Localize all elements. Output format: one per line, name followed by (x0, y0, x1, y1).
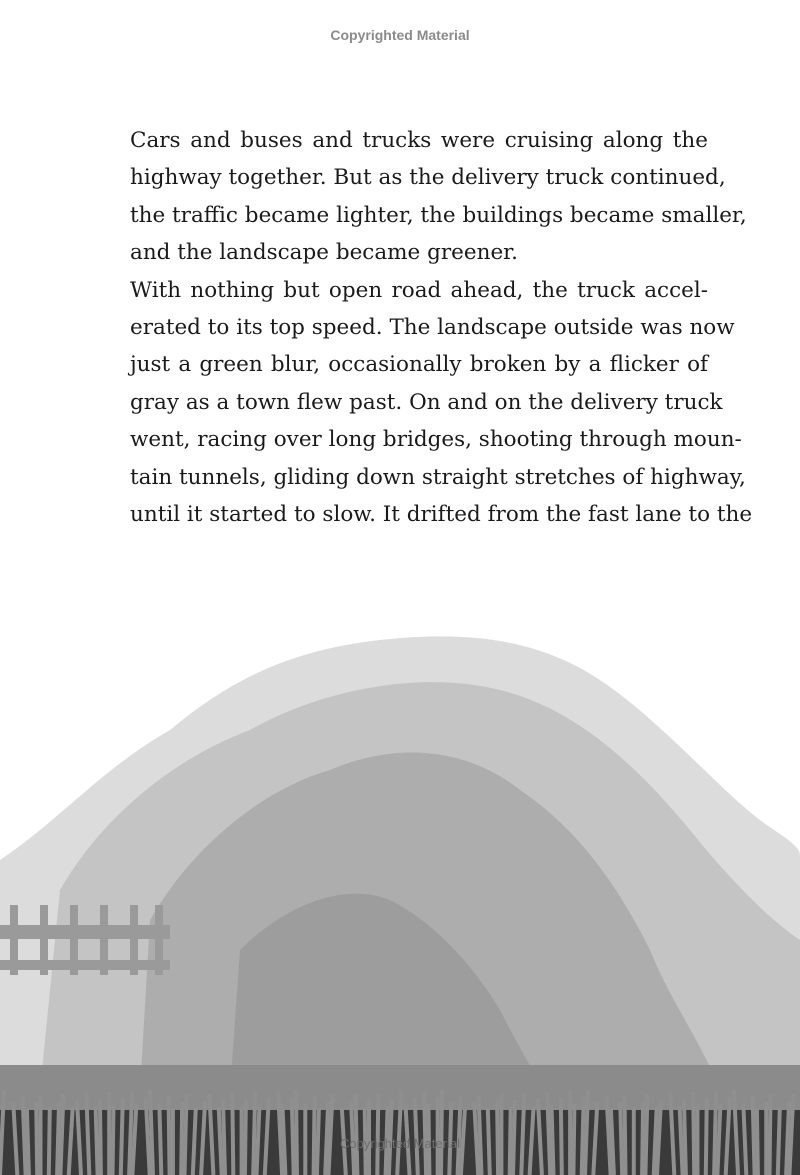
paragraph-2 (130, 272, 753, 534)
grass-blade (693, 1092, 694, 1175)
grass-blade (645, 1094, 647, 1175)
text-line: erated to its top speed. The landscape outside was now (130, 315, 735, 341)
text-line: Cars and buses and trucks were cruising along the (130, 128, 708, 153)
text-line: tain tunnels, gliding down straight stretches of highway, (130, 464, 746, 490)
text-line: just a green blur, occasionally broken by a flicker of (130, 352, 708, 378)
text-line: gray as a town flew past. On and on the delivery truck (130, 389, 723, 415)
grass-blade (424, 1091, 426, 1175)
grass-blade (355, 1094, 357, 1175)
grass-blade (770, 1095, 771, 1175)
grass-blade (296, 1090, 297, 1175)
grass-blade (714, 1091, 716, 1175)
body-text (130, 122, 753, 533)
paragraph-1 (130, 122, 747, 272)
text-line: highway together. But as the delivery truck continued, (130, 165, 726, 191)
grass-blade (625, 1095, 626, 1175)
grass-blade (185, 1095, 187, 1175)
text-line: and the landscape became greener. (130, 240, 518, 266)
landscape-illustration (0, 620, 800, 1175)
grass-blade (377, 1093, 378, 1175)
grass-blade (441, 1090, 442, 1175)
grass-blade (253, 1092, 255, 1175)
text-line: went, racing over long bridges, shooting through moun- (130, 427, 742, 453)
copyright-watermark-header: Copyrighted Material (330, 27, 470, 43)
text-line: With nothing but open road ahead, the truck accel- (130, 277, 708, 303)
text-line: until it started to slow. It drifted from the fast lane to the (130, 502, 753, 528)
text-line: the traffic became lighter, the buildings became smaller, (130, 202, 747, 228)
copyright-watermark-footer: Copyrighted Material (340, 1136, 460, 1151)
grass-blade (232, 1093, 233, 1175)
